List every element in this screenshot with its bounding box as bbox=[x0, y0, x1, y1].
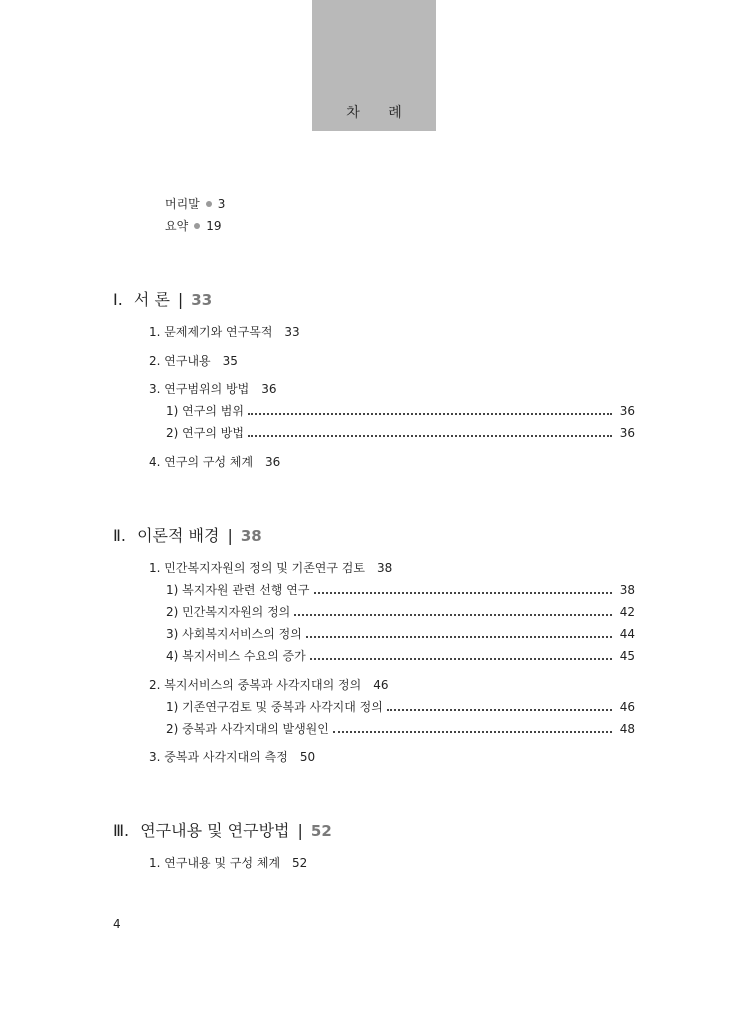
subsection-label: 1) 기존연구검토 및 중복과 사각지대 정의 bbox=[166, 700, 383, 714]
section-label: 3. 연구범위의 방법 bbox=[149, 382, 250, 396]
section-label: 4. 연구의 구성 체계 bbox=[149, 455, 254, 469]
separator: | bbox=[227, 526, 233, 545]
subsection-page: 42 bbox=[619, 605, 635, 619]
entry-label: 요약 bbox=[165, 219, 189, 233]
section-page: 46 bbox=[373, 678, 389, 692]
section-page: 36 bbox=[261, 382, 277, 396]
section-label: 1. 연구내용 및 구성 체계 bbox=[149, 856, 281, 870]
leader-dots bbox=[333, 731, 612, 733]
toc-section[interactable] bbox=[149, 560, 392, 576]
subsection-page: 45 bbox=[619, 649, 635, 663]
toc-section[interactable] bbox=[149, 454, 280, 470]
leader-dots bbox=[294, 614, 611, 616]
toc-subsection[interactable] bbox=[166, 721, 635, 737]
section-page: 38 bbox=[377, 561, 393, 575]
section-page: 50 bbox=[299, 750, 316, 764]
separator: | bbox=[297, 821, 303, 840]
separator: | bbox=[177, 290, 184, 309]
bullet-icon bbox=[194, 223, 200, 229]
subsection-label: 1) 연구의 범위 bbox=[166, 404, 244, 418]
chapter-numeral: Ⅲ. bbox=[113, 821, 130, 840]
leader-dots bbox=[248, 413, 612, 415]
subsection-label: 2) 중복과 사각지대의 발생원인 bbox=[166, 722, 329, 736]
leader-dots bbox=[310, 658, 612, 660]
chapter-numeral: Ⅱ. bbox=[113, 526, 126, 545]
subsection-page: 44 bbox=[619, 627, 635, 641]
page-number: 4 bbox=[113, 917, 121, 931]
toc-section[interactable] bbox=[149, 855, 307, 871]
chapter-page: 38 bbox=[240, 527, 262, 545]
chapter-page: 52 bbox=[310, 822, 332, 840]
section-label: 2. 연구내용 bbox=[149, 354, 211, 368]
toc-section[interactable] bbox=[149, 381, 277, 397]
subsection-page: 38 bbox=[619, 583, 635, 597]
chapter-page: 33 bbox=[191, 291, 213, 309]
bullet-icon bbox=[206, 201, 212, 207]
leader-dots bbox=[248, 435, 612, 437]
toc-section[interactable] bbox=[149, 677, 388, 693]
toc-section[interactable] bbox=[149, 749, 315, 765]
section-label: 3. 중복과 사각지대의 측정 bbox=[149, 750, 288, 764]
toc-chapter-2[interactable] bbox=[113, 526, 262, 546]
subsection-page: 48 bbox=[619, 722, 635, 736]
subsection-page: 46 bbox=[619, 700, 635, 714]
entry-label: 머리말 bbox=[165, 197, 200, 211]
leader-dots bbox=[306, 636, 612, 638]
section-label: 1. 문제제기와 연구목적 bbox=[149, 325, 273, 339]
entry-page: 19 bbox=[206, 219, 222, 233]
subsection-label: 2) 연구의 방법 bbox=[166, 426, 244, 440]
subsection-label: 1) 복지자원 관련 선행 연구 bbox=[166, 583, 310, 597]
toc-chapter-1[interactable] bbox=[113, 290, 212, 310]
toc-subsection[interactable] bbox=[166, 699, 635, 715]
entry-page: 3 bbox=[217, 197, 226, 211]
toc-subsection[interactable] bbox=[166, 626, 635, 642]
toc-title-box bbox=[312, 0, 436, 131]
toc-entry-summary[interactable] bbox=[165, 218, 221, 234]
toc-subsection[interactable] bbox=[166, 604, 635, 620]
subsection-label: 3) 사회복지서비스의 정의 bbox=[166, 627, 302, 641]
leader-dots bbox=[387, 709, 612, 711]
chapter-numeral: Ⅰ. bbox=[113, 290, 123, 309]
subsection-page: 36 bbox=[619, 404, 635, 418]
toc-section[interactable] bbox=[149, 324, 300, 340]
subsection-label: 4) 복지서비스 수요의 증가 bbox=[166, 649, 306, 663]
subsection-page: 36 bbox=[619, 426, 635, 440]
section-label: 1. 민간복지자원의 정의 및 기존연구 검토 bbox=[149, 561, 365, 575]
toc-chapter-3[interactable] bbox=[113, 821, 332, 841]
section-page: 35 bbox=[222, 354, 238, 368]
toc-subsection[interactable] bbox=[166, 403, 635, 419]
toc-entry-preface[interactable] bbox=[165, 196, 225, 212]
toc-section[interactable] bbox=[149, 353, 238, 369]
toc-subsection[interactable] bbox=[166, 425, 635, 441]
toc-title: 차 례 bbox=[346, 105, 414, 121]
toc-subsection[interactable] bbox=[166, 648, 635, 664]
section-page: 52 bbox=[292, 856, 308, 870]
section-page: 36 bbox=[265, 455, 281, 469]
subsection-label: 2) 민간복지자원의 정의 bbox=[166, 605, 291, 619]
chapter-title: 이론적 배경 bbox=[137, 526, 220, 545]
section-label: 2. 복지서비스의 중복과 사각지대의 정의 bbox=[149, 678, 362, 692]
section-page: 33 bbox=[284, 325, 300, 339]
chapter-title: 연구내용 및 연구방법 bbox=[140, 821, 290, 840]
toc-subsection[interactable] bbox=[166, 582, 635, 598]
chapter-title: 서 론 bbox=[133, 290, 170, 309]
leader-dots bbox=[314, 592, 612, 594]
